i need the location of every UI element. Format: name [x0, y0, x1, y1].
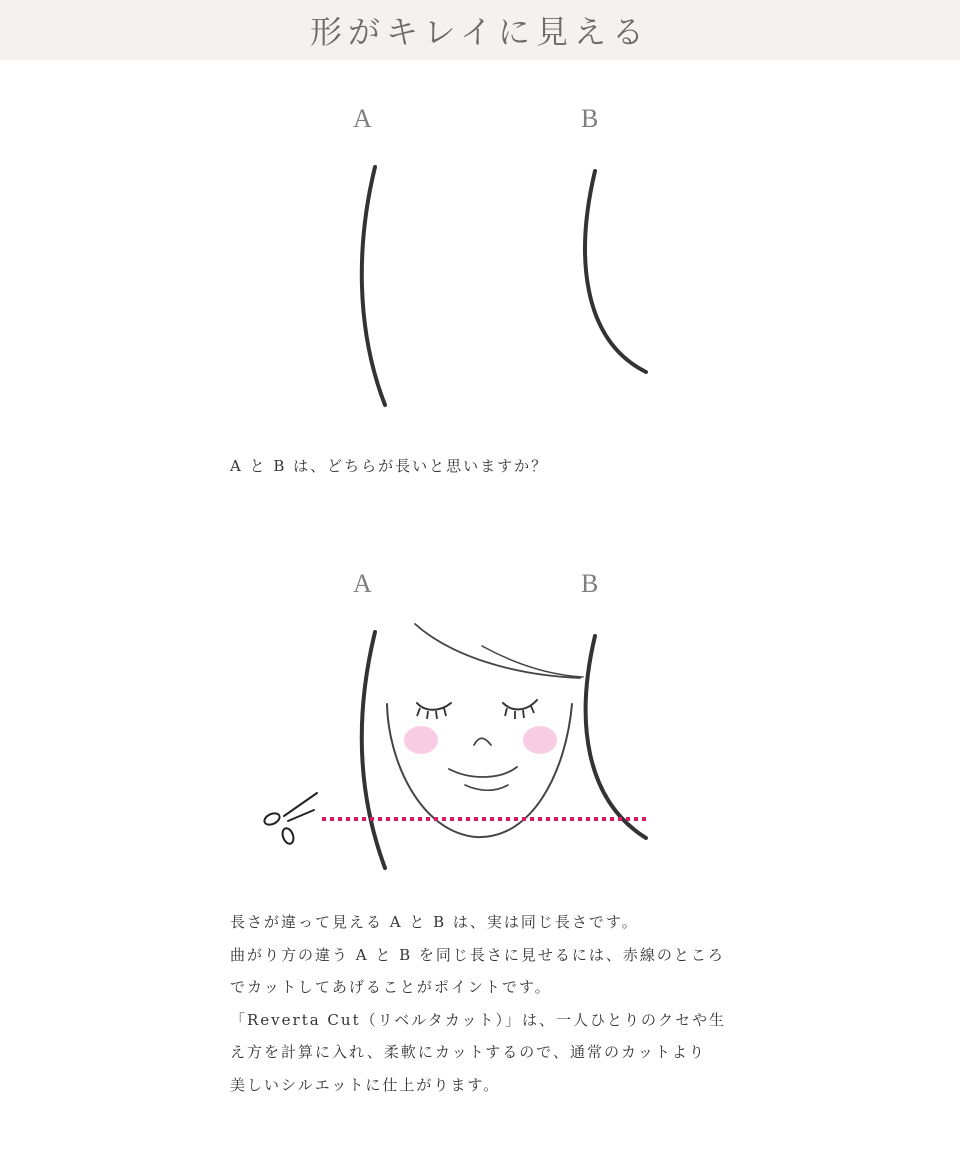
figure1-label-b: B: [581, 104, 599, 133]
left-blush: [404, 726, 438, 754]
explanation-line: 「Reverta Cut（リベルタカット）」は、一人ひとりのクセや生: [230, 1010, 727, 1029]
scissors-icon: [263, 793, 317, 845]
right-blush: [523, 726, 557, 754]
bangs-line-1: [415, 624, 580, 678]
explanation-line: でカットしてあげることがポイントです。: [230, 978, 552, 996]
explanation-text: [230, 906, 750, 1101]
explanation-line: 美しいシルエットに仕上がります。: [230, 1075, 501, 1094]
explanation-line: え方を計算に入れ、柔軟にカットするので、通常のカットより: [230, 1043, 706, 1061]
figure2-label-a: A: [353, 569, 372, 598]
question-text: A と B は、どちらが長いと思いますか？: [230, 457, 549, 475]
figure2-label-b: B: [581, 569, 599, 598]
figure1-label-a: A: [353, 104, 372, 133]
left-eye-icon: [417, 703, 451, 710]
nose-icon: [474, 738, 491, 745]
explanation-line: 長さが違って見える A と B は、実は同じ長さです。: [230, 913, 639, 931]
curve-b: [586, 636, 646, 838]
mouth-icon: [449, 767, 517, 777]
section-title: 形がキレイに見える: [309, 13, 651, 51]
explanation-line: 曲がり方の違う A と B を同じ長さに見せるには、赤線のところ: [230, 945, 725, 964]
face-outline: [387, 704, 572, 837]
curve-a: [362, 632, 385, 868]
chin-line: [465, 785, 508, 790]
